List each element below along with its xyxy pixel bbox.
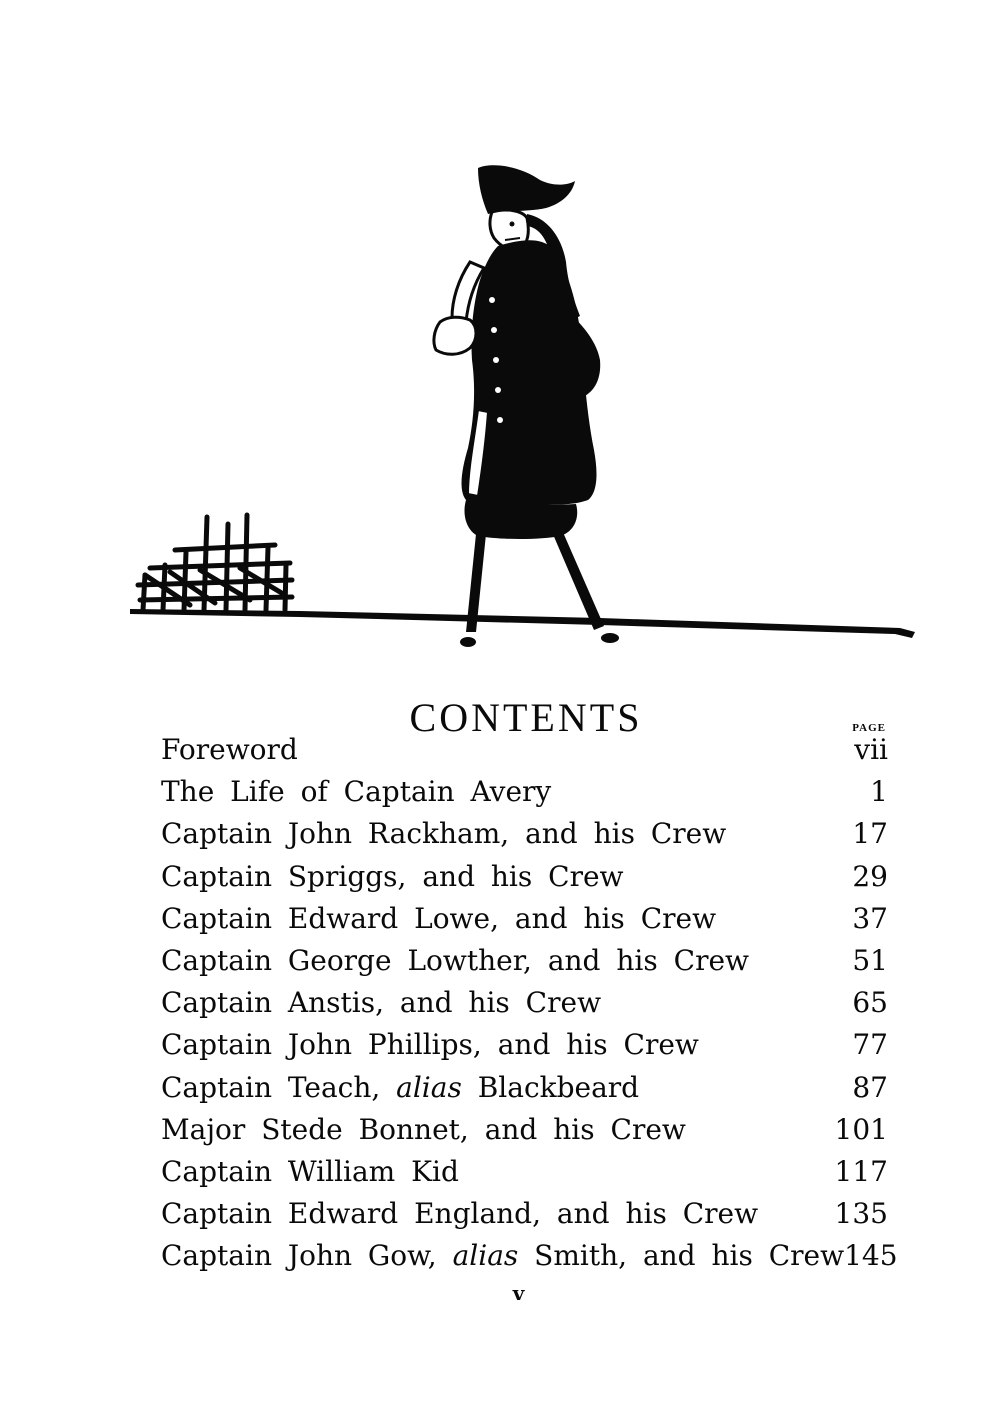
toc-entry-title — [161, 856, 624, 898]
toc-entry-alias: alias — [396, 1070, 462, 1104]
toc-entry-title — [161, 1151, 459, 1193]
toc-entry-page-number: 101 — [834, 1112, 888, 1146]
toc-entry-title — [161, 1109, 686, 1151]
toc-entry-page-number: 87 — [852, 1070, 888, 1104]
page-folio: v — [512, 1281, 525, 1305]
toc-entry-title-text: Major Stede Bonnet, and his Crew — [161, 1112, 686, 1146]
toc-entry-title — [161, 982, 601, 1024]
toc-entry[interactable] — [161, 1067, 888, 1109]
toc-entry-title-text: Captain George Lowther, and his Crew — [161, 943, 749, 977]
toc-entry-page-number: 51 — [852, 943, 888, 977]
toc-entry-page-number: 29 — [852, 859, 888, 893]
table-of-contents — [161, 729, 898, 1277]
toc-entry-page-number: vii — [854, 733, 888, 766]
toc-entry-page-number: 145 — [844, 1239, 898, 1273]
toc-entry-title — [161, 898, 716, 940]
toc-entry-title — [161, 1235, 844, 1277]
toc-entry[interactable] — [161, 940, 888, 982]
toc-entry-page-number: 17 — [852, 817, 888, 851]
toc-entry-page-number: 135 — [834, 1197, 888, 1231]
toc-entry[interactable] — [161, 1024, 888, 1066]
toc-entry-title — [161, 1067, 639, 1109]
toc-entry-page-number: 117 — [834, 1154, 888, 1188]
toc-entry-title-text: Captain William Kid — [161, 1154, 459, 1188]
toc-entry-title-rest: Smith, and his Crew — [518, 1239, 845, 1273]
toc-entry[interactable] — [161, 1109, 888, 1151]
toc-entry-page-number: 77 — [852, 1028, 888, 1062]
toc-entry-page-number: 1 — [870, 775, 888, 809]
toc-entry-title — [161, 729, 298, 771]
toc-entry-title-text: The Life of Captain Avery — [161, 775, 552, 809]
toc-entry-title-text: Captain John Rackham, and his Crew — [161, 817, 727, 851]
toc-entry[interactable] — [161, 771, 888, 813]
toc-entry-alias: alias — [452, 1239, 519, 1273]
toc-entry-title — [161, 771, 551, 813]
toc-entry-title-rest: Blackbeard — [461, 1070, 640, 1104]
toc-entry[interactable] — [161, 813, 888, 855]
toc-entry[interactable] — [161, 856, 888, 898]
toc-entry-page-number: 37 — [852, 901, 888, 935]
toc-entry[interactable] — [161, 982, 888, 1024]
toc-entry[interactable] — [161, 898, 888, 940]
toc-entry-title — [161, 813, 726, 855]
toc-entry-title-text: Captain John Phillips, and his Crew — [161, 1028, 699, 1062]
toc-entry-title-text: Captain John Gow, — [161, 1239, 453, 1273]
toc-entry-title — [161, 1024, 699, 1066]
toc-entry[interactable] — [161, 1151, 888, 1193]
contents-heading: CONTENTS — [409, 695, 643, 740]
toc-entry-title-text: Captain Teach, — [161, 1070, 397, 1104]
toc-entry-title-text: Captain Spriggs, and his Crew — [161, 859, 624, 893]
toc-entry-title — [161, 1193, 758, 1235]
toc-entry[interactable] — [161, 729, 888, 771]
toc-entry-title-text: Captain Anstis, and his Crew — [161, 986, 602, 1020]
toc-entry-page-number: 65 — [852, 986, 888, 1020]
toc-entry[interactable] — [161, 1193, 888, 1235]
toc-entry-title-text: Captain Edward Lowe, and his Crew — [161, 901, 717, 935]
toc-entry[interactable] — [161, 1235, 898, 1277]
page-column-label: PAGE — [852, 722, 886, 734]
pirate-illustration — [0, 0, 1000, 680]
toc-entry-title — [161, 940, 749, 982]
toc-entry-title-text: Foreword — [161, 733, 298, 766]
toc-entry-title-text: Captain Edward England, and his Crew — [161, 1197, 759, 1231]
